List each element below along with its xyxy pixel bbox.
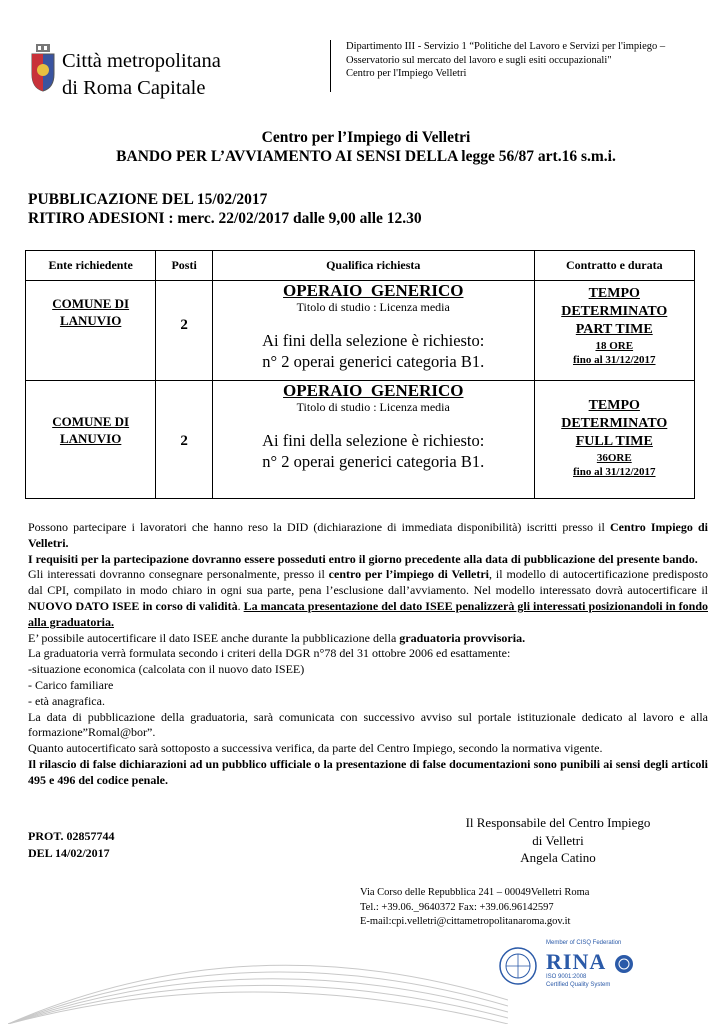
announcement-body <box>28 520 708 789</box>
table-row <box>26 381 695 499</box>
text-run: Possono partecipare i lavoratori che hanno reso la DID (dichiarazione di immediata disponibilità) iscritti presso il <box>28 520 610 534</box>
requirement-text <box>213 430 534 472</box>
responsible-title: Il Responsabile del Centro Impiego <box>465 815 651 830</box>
posti-value: 2 <box>180 317 188 333</box>
text-run-bold: NUOVO DATO ISEE in corso di validità <box>28 598 238 613</box>
titolo-studio: Titolo di studio : Licenza media <box>296 400 450 414</box>
job-offers-table <box>25 250 695 499</box>
text-run-bold: graduatoria provvisoria. <box>399 630 526 645</box>
text-run-bold: I requisiti per la partecipazione dovranno essere posseduti entro il giorno precedente alla data di pubblicazione del presente bando. <box>28 551 698 566</box>
protocol-date: DEL 14/02/2017 <box>28 846 110 860</box>
ente-line-1: COMUNE DI <box>52 414 130 429</box>
cell-posti <box>156 281 213 381</box>
decorative-arcs <box>8 930 508 1024</box>
email-line: E-mail:cpi.velletri@cittametropolitanaroma.gov.it <box>360 916 571 927</box>
globe-seal-icon <box>498 946 538 986</box>
dept-line-2: Osservatorio sul mercato del lavoro e sugli esiti occupazionali" <box>346 54 612 66</box>
rina-name: RINA <box>546 949 607 974</box>
paragraph-submission <box>28 567 708 630</box>
header-qualifica: Qualifica richiesta <box>212 251 534 281</box>
publication-date: PUBBLICAZIONE DEL 15/02/2017 <box>28 191 268 208</box>
text-run-bold: Il rilascio di false dichiarazioni ad un pubblico ufficiale o la presentazione di false documentazioni sono punibili ai sensi degli articoli 495 e 496 del codice penale. <box>28 756 708 787</box>
cell-contratto <box>534 381 694 499</box>
iqnet-seal-icon <box>614 954 634 974</box>
contract-type <box>535 285 694 339</box>
paragraph-penalties <box>28 757 708 789</box>
protocol-info <box>28 828 114 862</box>
contract-line-3: FULL TIME <box>575 434 653 449</box>
text-run: Gli interessati dovranno consegnare personalmente, presso il <box>28 567 329 582</box>
contract-line-1: TEMPO <box>588 398 640 413</box>
coat-of-arms-logo <box>30 44 56 92</box>
qualifica-title: OPERAIO GENERICO <box>283 281 464 300</box>
protocol-number: PROT. 02857744 <box>28 829 115 843</box>
contract-type <box>535 397 694 451</box>
requirement-line-2: n° 2 operai generici categoria B1. <box>262 352 485 371</box>
title-line-1: Centro per l’Impiego di Velletri <box>261 129 471 146</box>
organization-name <box>62 48 221 102</box>
posti-value: 2 <box>180 433 188 449</box>
paragraph-criteria: La graduatoria verrà formulata secondo i criteri della DGR n°78 del 31 ottobre 2006 ed esattamente: <box>28 646 511 661</box>
paragraph-publication: La data di pubblicazione della graduatoria, sarà comunicata con successivo avviso sul portale istituzionale dedicato al lavoro e alla formazione”Romal@bor”. <box>28 709 708 740</box>
cell-contratto <box>534 281 694 381</box>
contract-line-2: DETERMINATO <box>561 304 668 319</box>
ente-line-2: LANUVIO <box>59 313 122 328</box>
responsible-name: Angela Catino <box>520 850 596 865</box>
office-address <box>360 886 589 930</box>
document-title <box>26 128 706 166</box>
department-info <box>330 40 716 92</box>
criteria-item: - età anagrafica. <box>28 693 105 708</box>
contract-hours: 18 ORE <box>595 340 634 352</box>
paragraph-requirements <box>28 552 708 568</box>
criteria-item: - Carico familiare <box>28 677 114 692</box>
ente-line-2: LANUVIO <box>59 431 122 446</box>
paragraph-verification: Quanto autocertificato sarà sottoposto a successiva verifica, da parte del Centro Impiego, secondo la normativa vigente. <box>28 741 603 756</box>
requirement-text <box>213 330 534 372</box>
ritiro-adesioni: RITIRO ADESIONI : merc. 22/02/2017 dalle 9,00 alle 12.30 <box>28 210 422 227</box>
dept-line-3: Centro per l'Impiego Velletri <box>346 68 467 80</box>
table-row <box>26 281 695 381</box>
cell-qualifica <box>212 281 534 381</box>
title-line-2: BANDO PER L’AVVIAMENTO AI SENSI DELLA legge 56/87 art.16 s.m.i. <box>116 148 616 165</box>
qualifica-title: OPERAIO GENERICO <box>283 381 464 400</box>
text-run-bold: centro per l’impiego di Velletri <box>328 567 490 582</box>
criteria-item: -situazione economica (calcolata con il nuovo dato ISEE) <box>28 662 305 677</box>
publication-info <box>28 190 422 228</box>
org-line-2: di Roma Capitale <box>62 77 206 99</box>
contract-line-2: DETERMINATO <box>561 416 668 431</box>
paragraph-eligibility <box>28 520 708 552</box>
titolo-studio: Titolo di studio : Licenza media <box>296 300 450 314</box>
contract-line-1: TEMPO <box>588 286 640 301</box>
cell-ente <box>26 281 156 381</box>
contract-end: fino al 31/12/2017 <box>573 354 656 366</box>
text-run-bold: Centro Impiego di Velletri. <box>28 520 708 550</box>
signature-block <box>448 814 668 867</box>
contract-hours: 36ORE <box>596 452 632 464</box>
ente-name <box>26 413 155 447</box>
header-ente: Ente richiedente <box>26 251 156 281</box>
table-header-row <box>26 251 695 281</box>
rina-cert-text: Certified Quality System <box>546 982 611 988</box>
org-line-1: Città metropolitana <box>62 50 221 72</box>
responsible-office: di Velletri <box>532 832 584 848</box>
requirement-line-1: Ai fini della selezione è richiesto: <box>262 331 485 350</box>
contract-end: fino al 31/12/2017 <box>573 466 656 478</box>
requirement-line-1: Ai fini della selezione è richiesto: <box>262 431 485 450</box>
text-run-bold-underline: La mancata presentazione del dato ISEE penalizzerà gli interessati posizionandoli in fondo alla graduatoria. <box>28 598 708 629</box>
address-line: Via Corso delle Repubblica 241 – 00049Velletri Roma <box>360 887 590 898</box>
header-contratto: Contratto e durata <box>534 251 694 281</box>
paragraph-isee <box>28 631 708 647</box>
text-run: , il modello di autocertificazione predisposto dal CPI, compilato in modo chiaro in ogni sua parte, pena l’esclusione dall’avviamento. Nel modello interessato dovrà autocertificare il <box>28 567 708 598</box>
cell-posti <box>156 381 213 499</box>
phone-fax-line: Tel.: +39.06._9640372 Fax: +39.06.96142597 <box>360 901 554 913</box>
text-run: E’ possibile autocertificare il dato ISEE anche durante la pubblicazione della <box>28 630 400 645</box>
ente-line-1: COMUNE DI <box>52 296 130 311</box>
contract-line-3: PART TIME <box>575 322 653 337</box>
cell-qualifica <box>212 381 534 499</box>
ente-name <box>26 295 155 329</box>
rina-certification-badge <box>498 940 636 992</box>
rina-iso-text: ISO 9001:2008 <box>546 974 587 980</box>
dept-line-1: Dipartimento III - Servizio 1 “Politiche del Lavoro e Servizi per l'impiego – <box>346 41 666 52</box>
rina-member-text: Member of CISQ Federation <box>546 940 622 946</box>
text-run: . <box>237 598 244 613</box>
requirement-line-2: n° 2 operai generici categoria B1. <box>262 452 485 471</box>
header-posti: Posti <box>156 251 213 281</box>
cell-ente <box>26 381 156 499</box>
